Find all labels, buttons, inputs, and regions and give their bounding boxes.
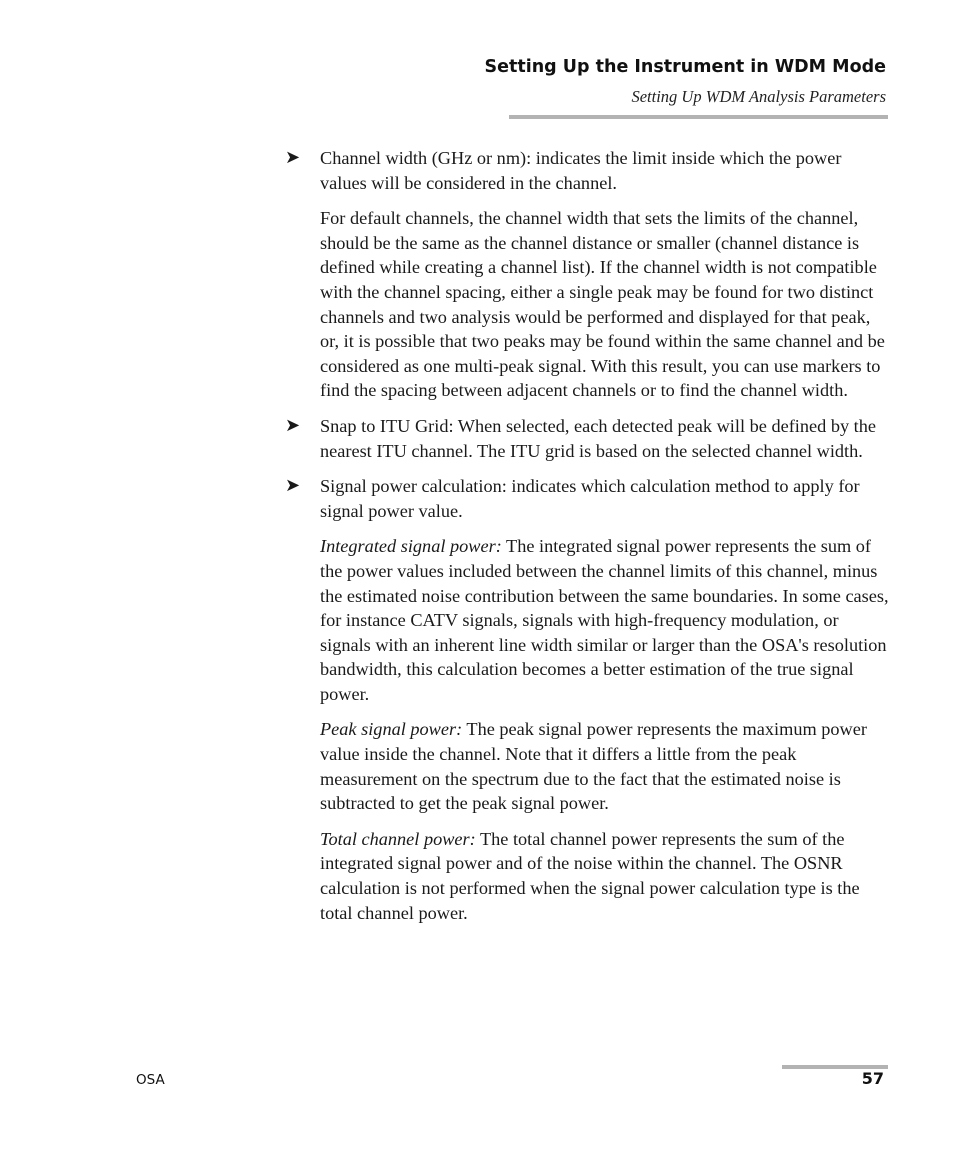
definition-text: The integrated signal power represents the sum of the power values included between the channel limits of this channel, minus the estimated noise contribution between the same boundaries. In some cases, for instance CATV signals, signals with high-frequency modulation, or signals with an inherent line width similar or larger than the OSA's resolution bandwidth, this calculation becomes a better estimation of the true signal power. (320, 536, 889, 704)
paragraph-total-power (285, 827, 890, 925)
paragraph-default-channels: For default channels, the channel width that sets the limits of the channel, should be the same as the channel distance or smaller (channel distance is defined while creating a channel list). If the channel width is not compatible with the channel spacing, either a single peak may be found for two distinct channels and two analysis would be performed and displayed for that peak, or, it is possible that two peaks may be found within the same channel and be considered as one multi-peak signal. With this result, you can use markers to find the spacing between adjacent channels or to find the channel width. (320, 208, 885, 401)
footer-product-name: OSA (136, 1072, 165, 1088)
page-number: 57 (861, 1069, 884, 1088)
running-header-title: Setting Up the Instrument in WDM Mode (484, 57, 886, 77)
term-integrated: Integrated signal power: (320, 536, 502, 557)
paragraph-integrated-power (285, 534, 890, 706)
term-peak: Peak signal power: (320, 719, 463, 740)
page-body (285, 146, 890, 936)
definition-text: The peak signal power represents the maximum power value inside the channel. Note that it differs a little from the peak measurement on the spectrum due to the fact that the estimated noise is subtracted to get the peak signal power. (320, 719, 867, 814)
bullet-text: Channel width (GHz or nm): indicates the limit inside which the power values will be considered in the channel. (320, 148, 842, 193)
term-total: Total channel power: (320, 828, 476, 849)
paragraph-peak-power (285, 717, 890, 815)
running-header-subtitle: Setting Up WDM Analysis Parameters (631, 87, 886, 106)
arrow-bullet-icon: ➤ (285, 475, 301, 497)
bullet-snap-itu (285, 414, 890, 463)
bullet-text: Signal power calculation: indicates which calculation method to apply for signal power value. (320, 476, 860, 521)
arrow-bullet-icon: ➤ (285, 414, 301, 436)
bullet-channel-width (285, 146, 890, 195)
bullet-text: Snap to ITU Grid: When selected, each detected peak will be defined by the nearest ITU channel. The ITU grid is based on the selected channel width. (320, 415, 877, 461)
arrow-bullet-icon: ➤ (285, 147, 301, 168)
header-rule (509, 115, 888, 119)
definition-text: The total channel power represents the sum of the integrated signal power and of the noise within the channel. The OSNR calculation is not performed when the signal power calculation type is the total channel power. (320, 828, 860, 923)
bullet-signal-power (285, 474, 890, 523)
